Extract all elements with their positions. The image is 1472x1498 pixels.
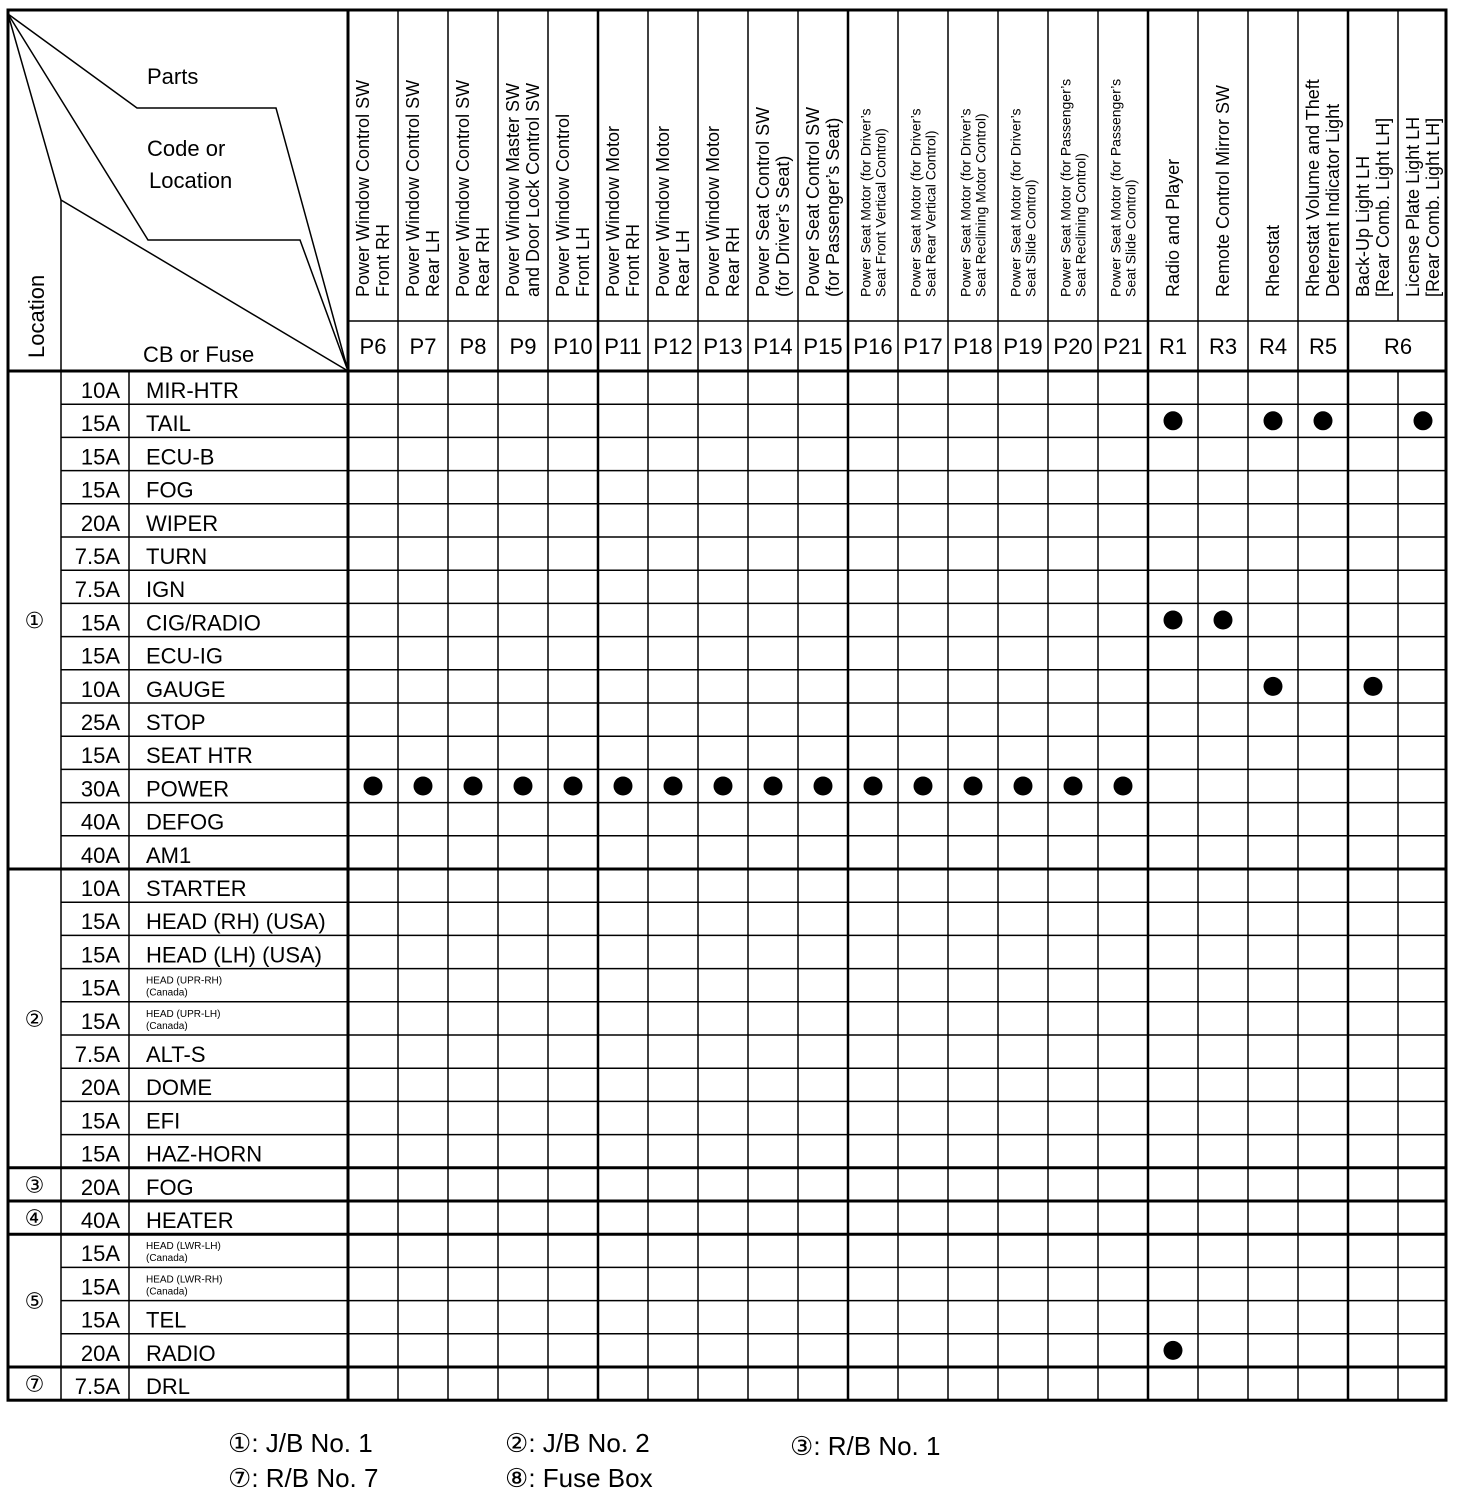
fuse-amp: 15A [80, 1274, 120, 1300]
column-name-P17: Power Seat Motor (for Driver’s [907, 108, 924, 297]
connection-dot [1164, 1341, 1183, 1360]
location-mark: ⑤ [24, 1289, 45, 1315]
column-code-P18: P18 [953, 334, 993, 359]
connection-dot [1414, 411, 1433, 430]
cb-fuse-label: CB or Fuse [143, 342, 255, 367]
connection-dot [464, 777, 483, 796]
column-code-P6: P6 [359, 334, 387, 359]
fuse-amp: 10A [80, 876, 120, 901]
fuse-amp: 30A [80, 776, 120, 802]
connection-dot [714, 777, 733, 796]
legend-symbol: ① [228, 1429, 252, 1459]
fuse-name: CIG/RADIO [146, 610, 261, 636]
fuse-amp: 7.5A [74, 577, 120, 603]
code-label-line2: Location [149, 168, 233, 193]
fuse-name: SEAT HTR [146, 743, 253, 769]
fuse-name: HAZ-HORN [146, 1141, 263, 1167]
fuse-name: RADIO [146, 1340, 216, 1366]
fuse-name: POWER [146, 776, 230, 802]
column-name-P6: Front RH [373, 223, 393, 297]
fuse-amp: 40A [80, 1208, 120, 1233]
column-name-P13: Rear RH [723, 226, 743, 297]
column-name-P15: (for Passenger’s Seat) [823, 117, 843, 297]
legend-text: : R/B No. 7 [251, 1463, 379, 1493]
connection-dot [364, 777, 383, 796]
fuse-name-note: (Canada) [146, 987, 188, 999]
column-name-P21: Seat Slide Control) [1122, 179, 1139, 297]
connection-dot [1264, 411, 1283, 430]
legend-symbol: ⑧ [505, 1464, 529, 1494]
column-name-P14: (for Driver’s Seat) [773, 155, 793, 297]
column-name-R4: Rheostat [1263, 224, 1283, 297]
fuse-amp: 15A [80, 743, 120, 769]
fuse-amp: 20A [80, 1340, 120, 1366]
connection-dot [1364, 677, 1383, 696]
connection-dot [1064, 777, 1083, 796]
fuse-amp: 25A [80, 710, 120, 735]
fuse-amp: 7.5A [74, 544, 120, 569]
connection-dot [514, 777, 533, 796]
column-name-r6-b: License Plate Light LH [1403, 116, 1423, 297]
fuse-amp: 7.5A [74, 1042, 120, 1067]
fuse-name: ALT-S [146, 1042, 206, 1067]
legend-item [505, 1463, 653, 1494]
location-mark: ④ [24, 1206, 45, 1232]
fuse-name: TEL [146, 1307, 187, 1333]
fuse-amp: 15A [80, 411, 120, 437]
fuse-name: TURN [146, 544, 208, 569]
location-label: Location [24, 274, 49, 358]
fuse-amp: 15A [80, 477, 120, 503]
connection-dot [414, 777, 433, 796]
fuse-amp: 40A [80, 809, 120, 835]
column-code-P20: P20 [1053, 334, 1093, 359]
fuse-name: HEAD (LH) (USA) [146, 942, 323, 968]
column-name-P15: Power Seat Control SW [803, 106, 823, 297]
column-code-R5: R5 [1308, 334, 1338, 359]
column-code-P13: P13 [703, 334, 743, 359]
fuse-name: HEAD (LWR-RH) [146, 1274, 223, 1286]
column-name-P17: Seat Rear Vertical Control) [922, 130, 939, 297]
column-name-r6-b: [Rear Comb. Light LH] [1423, 117, 1443, 297]
fuse-name: STARTER [146, 876, 247, 901]
fuse-name: FOG [146, 1174, 194, 1200]
column-code-P8: P8 [459, 334, 487, 359]
legend-symbol: ② [505, 1429, 529, 1459]
location-mark: ⑦ [24, 1372, 45, 1398]
column-name-P10: Front LH [573, 226, 593, 297]
legend [228, 1428, 940, 1494]
fuse-amp: 15A [80, 942, 120, 968]
column-code-R6: R6 [1383, 334, 1413, 359]
column-name-P7: Power Window Control SW [403, 79, 423, 297]
fuse-name: ECU-B [146, 444, 215, 470]
column-code-R3: R3 [1208, 334, 1238, 359]
fuse-name: HEAD (LWR-LH) [146, 1241, 221, 1253]
column-name-P10: Power Window Control [553, 113, 573, 297]
fuse-amp: 15A [80, 975, 120, 1001]
location-mark: ② [24, 1007, 45, 1033]
fuse-amp: 15A [80, 909, 120, 935]
fuse-name-note: (Canada) [146, 1020, 188, 1032]
connection-dot [1314, 411, 1333, 430]
column-name-P11: Power Window Motor [603, 125, 623, 297]
column-name-R5: Deterrent Indicator Light [1323, 103, 1343, 297]
fuse-amp: 20A [80, 510, 120, 536]
column-code-P16: P16 [853, 334, 893, 359]
legend-text: : J/B No. 1 [251, 1428, 373, 1458]
fuse-amp: 15A [80, 444, 120, 470]
fuse-amp: 20A [80, 1075, 120, 1101]
legend-item [790, 1431, 940, 1462]
column-code-P11: P11 [604, 334, 642, 359]
column-name-P9: Power Window Master SW [503, 82, 523, 297]
column-name-P12: Rear LH [673, 229, 693, 297]
column-code-R1: R1 [1158, 334, 1188, 359]
column-name-P16: Seat Front Vertical Control) [872, 128, 889, 297]
column-code-P21: P21 [1103, 334, 1143, 359]
connection-dot [664, 777, 683, 796]
fuse-name: STOP [146, 710, 206, 735]
column-name-P8: Power Window Control SW [453, 79, 473, 297]
fuse-amp: 20A [80, 1174, 120, 1200]
column-name-P20: Power Seat Motor (for Passenger’s [1057, 78, 1074, 297]
fuse-name: ECU-IG [146, 643, 223, 669]
fuse-amp: 7.5A [74, 1374, 120, 1399]
column-code-P12: P12 [653, 334, 693, 359]
location-mark: ③ [24, 1173, 45, 1199]
column-name-P11: Front RH [623, 223, 643, 297]
connection-dot [1164, 411, 1183, 430]
column-code-P7: P7 [409, 334, 437, 359]
fuse-amp: 15A [80, 1008, 120, 1034]
column-name-R3: Remote Control Mirror SW [1213, 84, 1233, 297]
fuse-name: FOG [146, 477, 194, 503]
connection-dot [564, 777, 583, 796]
connection-dot [614, 777, 633, 796]
legend-symbol: ③ [790, 1432, 814, 1462]
column-name-R5: Rheostat Volume and Theft [1303, 79, 1323, 297]
connection-dot [1114, 777, 1133, 796]
column-name-P14: Power Seat Control SW [753, 106, 773, 297]
fuse-name: DOME [146, 1075, 212, 1101]
column-code-P19: P19 [1003, 334, 1043, 359]
fuse-name-note: (Canada) [146, 1286, 188, 1298]
column-name-P16: Power Seat Motor (for Driver’s [857, 108, 874, 297]
legend-text: : R/B No. 1 [813, 1431, 941, 1461]
fuse-name: AM1 [146, 842, 192, 868]
column-name-P6: Power Window Control SW [353, 79, 373, 297]
code-label-line1: Code or [147, 136, 226, 161]
fuse-name: HEATER [146, 1208, 234, 1233]
column-name-P8: Rear RH [473, 226, 493, 297]
column-name-P19: Power Seat Motor (for Driver’s [1007, 108, 1024, 297]
legend-item [505, 1428, 650, 1459]
fuse-name: IGN [146, 577, 186, 603]
connection-dot [1014, 777, 1033, 796]
fuse-amp: 15A [80, 1108, 120, 1134]
fuse-amp: 15A [80, 643, 120, 669]
fuse-name-note: (Canada) [146, 1253, 188, 1265]
fuse-name: MIR-HTR [146, 378, 239, 403]
parts-label: Parts [147, 64, 199, 89]
column-code-P15: P15 [803, 334, 843, 359]
fuse-amp: 15A [80, 1141, 120, 1167]
legend-item [228, 1463, 378, 1494]
column-code-P17: P17 [903, 334, 943, 359]
fuse-name: HEAD (RH) (USA) [146, 909, 326, 935]
column-name-P20: Seat Reclining Control) [1072, 153, 1089, 297]
column-code-R4: R4 [1258, 334, 1288, 359]
legend-item [228, 1428, 373, 1459]
fuse-amp: 15A [80, 1307, 120, 1333]
fuse-name: DEFOG [146, 809, 225, 835]
column-name-P18: Power Seat Motor (for Driver’s [957, 108, 974, 297]
fuse-amp: 10A [80, 676, 120, 702]
fuse-amp: 10A [80, 378, 120, 403]
fuse-name: EFI [146, 1108, 181, 1134]
location-mark: ① [24, 609, 45, 634]
column-name-P9: and Door Lock Control SW [523, 82, 543, 297]
connection-dot [964, 777, 983, 796]
column-code-P9: P9 [509, 334, 537, 359]
column-name-R1: Radio and Player [1163, 158, 1183, 297]
table-body [25, 378, 1433, 1399]
column-name-P12: Power Window Motor [653, 125, 673, 297]
fuse-name: GAUGE [146, 676, 226, 702]
fuse-name: HEAD (UPR-RH) [146, 975, 223, 987]
column-name-P18: Seat Reclining Motor Control) [972, 113, 989, 297]
fuse-name: DRL [146, 1374, 191, 1399]
connection-dot [1214, 611, 1233, 630]
connection-dot [764, 777, 783, 796]
connection-dot [1164, 611, 1183, 630]
column-name-R6: [Rear Comb. Light LH] [1373, 117, 1393, 297]
fuse-name: TAIL [146, 411, 191, 437]
column-name-P7: Rear LH [423, 229, 443, 297]
column-code-P10: P10 [553, 334, 593, 359]
column-name-P13: Power Window Motor [703, 125, 723, 297]
connection-dot [814, 777, 833, 796]
column-name-P21: Power Seat Motor (for Passenger’s [1107, 78, 1124, 297]
connection-dot [914, 777, 933, 796]
column-name-P19: Seat Slide Control) [1022, 179, 1039, 297]
connection-dot [1264, 677, 1283, 696]
fuse-amp: 15A [80, 610, 120, 636]
fuse-amp: 15A [80, 1241, 120, 1267]
legend-text: : Fuse Box [528, 1463, 653, 1493]
fuse-name: HEAD (UPR-LH) [146, 1008, 221, 1020]
column-name-R6: Back-Up Light LH [1353, 155, 1373, 297]
legend-symbol: ⑦ [228, 1464, 252, 1494]
fuse-amp: 40A [80, 842, 120, 868]
column-code-P14: P14 [753, 334, 793, 359]
legend-text: : J/B No. 2 [528, 1428, 650, 1458]
table-header [24, 64, 254, 367]
connection-dot [864, 777, 883, 796]
fuse-name: WIPER [146, 510, 219, 536]
